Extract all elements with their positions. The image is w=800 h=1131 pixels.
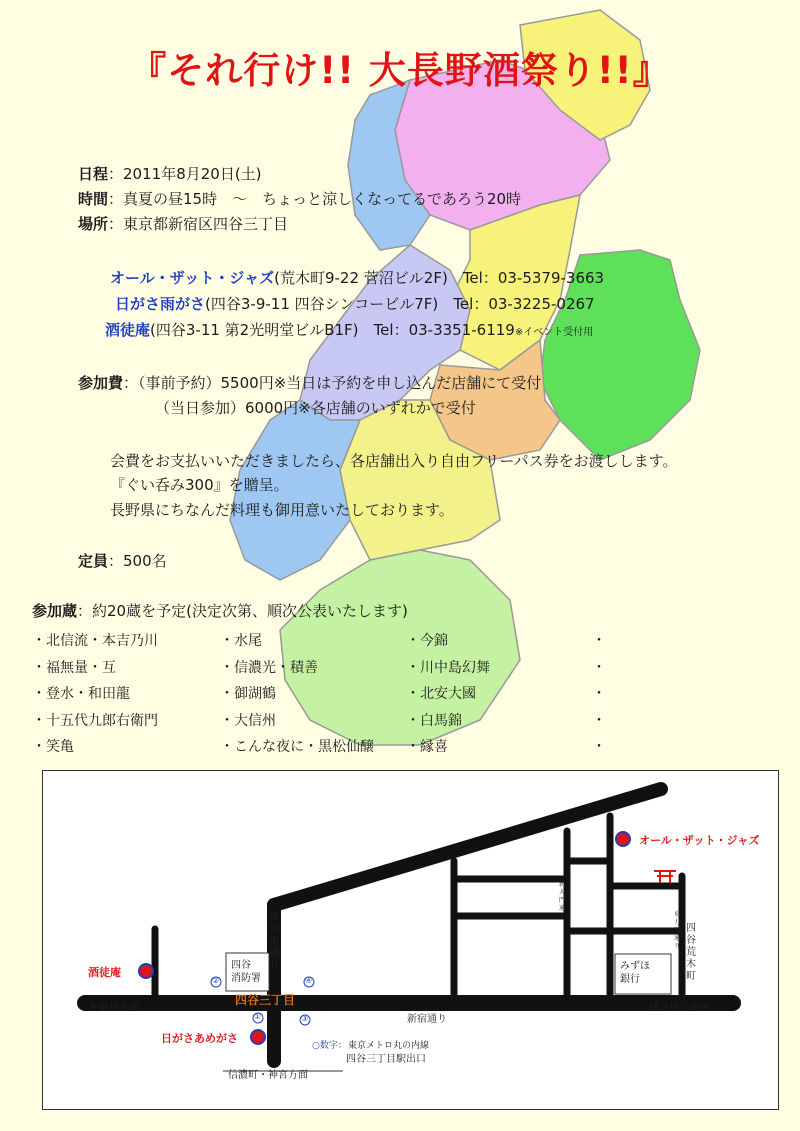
shop-name-1: オール・ザット・ジャズ [110, 269, 275, 287]
brewery-item: ・川中島幻舞 [406, 659, 490, 676]
right-direction-label: 四ツ谷方面→ [649, 1002, 708, 1013]
brewery-item: ・ [592, 633, 606, 649]
fee-line-1 [78, 373, 541, 393]
brewery-item: ・ [592, 686, 606, 702]
brewery-item: ・笑亀 [32, 739, 74, 755]
shin-ohashi-label: 新大門通り [559, 881, 566, 920]
allthat-label: オール・ザット・ジャズ [639, 834, 760, 847]
brewery-item: ・十五代九郎右衛門 [32, 712, 158, 729]
brewery-item: ・登水・和田龍 [32, 686, 130, 702]
brewery-column-4 [592, 628, 606, 761]
brewery-item: ・ [592, 659, 606, 676]
exit-1-label: ① [254, 1012, 262, 1021]
shop-marker-higasa [251, 1030, 265, 1044]
bank-label: みずほ 銀行 [620, 961, 650, 985]
place-line [78, 214, 288, 234]
breweries-label: 参加蔵 [32, 602, 78, 620]
brewery-item: ・福無量・互 [32, 659, 116, 676]
brewery-item: ・今錦 [406, 633, 448, 649]
diagonal-road [274, 789, 661, 905]
brewery-item: ・北安大國 [406, 686, 476, 702]
fee-label: 参加費 [78, 374, 124, 392]
higasa-label: 日がさあめがさ [161, 1032, 238, 1045]
desc-line-2: 『ぐい呑み300』を贈呈。 [110, 476, 289, 494]
brewery-item: ・大信州 [220, 712, 276, 729]
shop-note-3: ※イベント受付用 [514, 327, 594, 338]
yotsuya-sanchome-label: 四谷三丁目 [235, 993, 296, 1007]
desc-line-1: 会費をお支払いいただきましたら、各店舗出入り自由フリーパス券をお渡しします。 [110, 452, 678, 470]
access-map [42, 770, 779, 1110]
shop-detail-3: (四谷3-11 第2光明堂ビルB1F) [150, 321, 359, 339]
brewery-item: ・ [592, 712, 606, 729]
left-direction-label: ←新宿方面 [91, 1002, 140, 1013]
brewery-column-1 [32, 628, 158, 761]
brewery-item: ・ [592, 739, 606, 755]
shinanomachi-label: 信濃町・神宮方面 [228, 1070, 308, 1081]
place-value: ：東京都新宿区四谷三丁目 [108, 215, 289, 233]
brewery-item: ・縁喜 [406, 739, 448, 755]
breweries-line [32, 601, 408, 621]
gaien-label: 外苑東通り [269, 910, 280, 971]
shop-tel-3: Tel：03-3351-6119 [373, 321, 515, 339]
time-label: 時間 [78, 190, 109, 208]
exit-note-line-1: 東京メトロ丸の内線 [348, 1041, 430, 1051]
brewery-item: ・水尾 [220, 633, 262, 649]
brewery-column-2 [220, 628, 374, 761]
time-value: ：真夏の昼15時 ～ ちょっと涼しくなってるであろう20時 [108, 190, 522, 208]
shutoan-label: 酒徒庵 [88, 966, 121, 979]
shop-marker-shutoan [139, 964, 153, 978]
exit-note-line-2: 四谷三丁目駅出口 [346, 1054, 426, 1065]
shop-name-2: 日がさ雨がさ [115, 295, 206, 313]
brewery-item: ・白馬錦 [406, 712, 462, 729]
place-label: 場所 [78, 215, 109, 233]
shop-tel-1: Tel：03-5379-3663 [462, 269, 605, 287]
brewery-item: ・御湖鶴 [220, 686, 276, 702]
brewery-item: ・こんな夜に・黒松仙醸 [220, 739, 374, 755]
shinjuku-dori-label: 新宿通り [407, 1014, 447, 1025]
shop-line-2 [115, 293, 595, 314]
fee-line-2: （当日参加）6000円※各店舗のいずれかで受付 [155, 399, 476, 417]
shop-detail-2: (四谷3-9-11 四谷シンコービル7F) [205, 295, 439, 313]
shop-tel-2: Tel：03-3225-0267 [453, 295, 595, 313]
shop-detail-1: (荒木町9-22 菅沼ビル2F) [274, 269, 448, 287]
shop-marker-allthat [616, 832, 630, 846]
shop-name-3: 酒徒庵 [105, 321, 151, 339]
capacity-label: 定員 [78, 552, 109, 570]
schedule-value: ：2011年8月20日(土) [108, 165, 262, 183]
exit-3-label: ③ [301, 1014, 309, 1023]
shari-dori-label: 車力門通り [674, 911, 681, 950]
araki-label: 四谷荒木町 [686, 923, 696, 982]
brewery-column-3 [406, 628, 490, 761]
shop-line-1 [110, 267, 604, 288]
fee-line1: ：（事前予約）5500円※当日は予約を申し込んだ店舗にて受付 [123, 374, 542, 392]
shrine-gate-icon [654, 871, 676, 883]
exit-2-label: ② [212, 976, 220, 985]
brewery-item: ・北信流・本吉乃川 [32, 633, 158, 649]
breweries-value: ：約20蔵を予定(決定次第、順次公表いたします) [77, 602, 408, 620]
time-line [78, 189, 521, 209]
exit-4-label: ④ [305, 976, 313, 985]
brewery-item: ・信濃光・積善 [220, 659, 318, 676]
fire-station-label: 四谷 消防署 [231, 960, 261, 984]
desc-line-3: 長野県にちなんだ料理も御用意いたしております。 [110, 501, 454, 519]
exit-note-label: ○数字： [312, 1041, 347, 1051]
capacity-value: ：500名 [108, 552, 167, 570]
page-title: 『それ行け!! 大長野酒祭り!!』 [129, 49, 671, 92]
schedule-label: 日程 [78, 165, 109, 183]
capacity-line [78, 551, 167, 571]
shop-line-3 [105, 319, 593, 340]
schedule-line [78, 164, 262, 184]
